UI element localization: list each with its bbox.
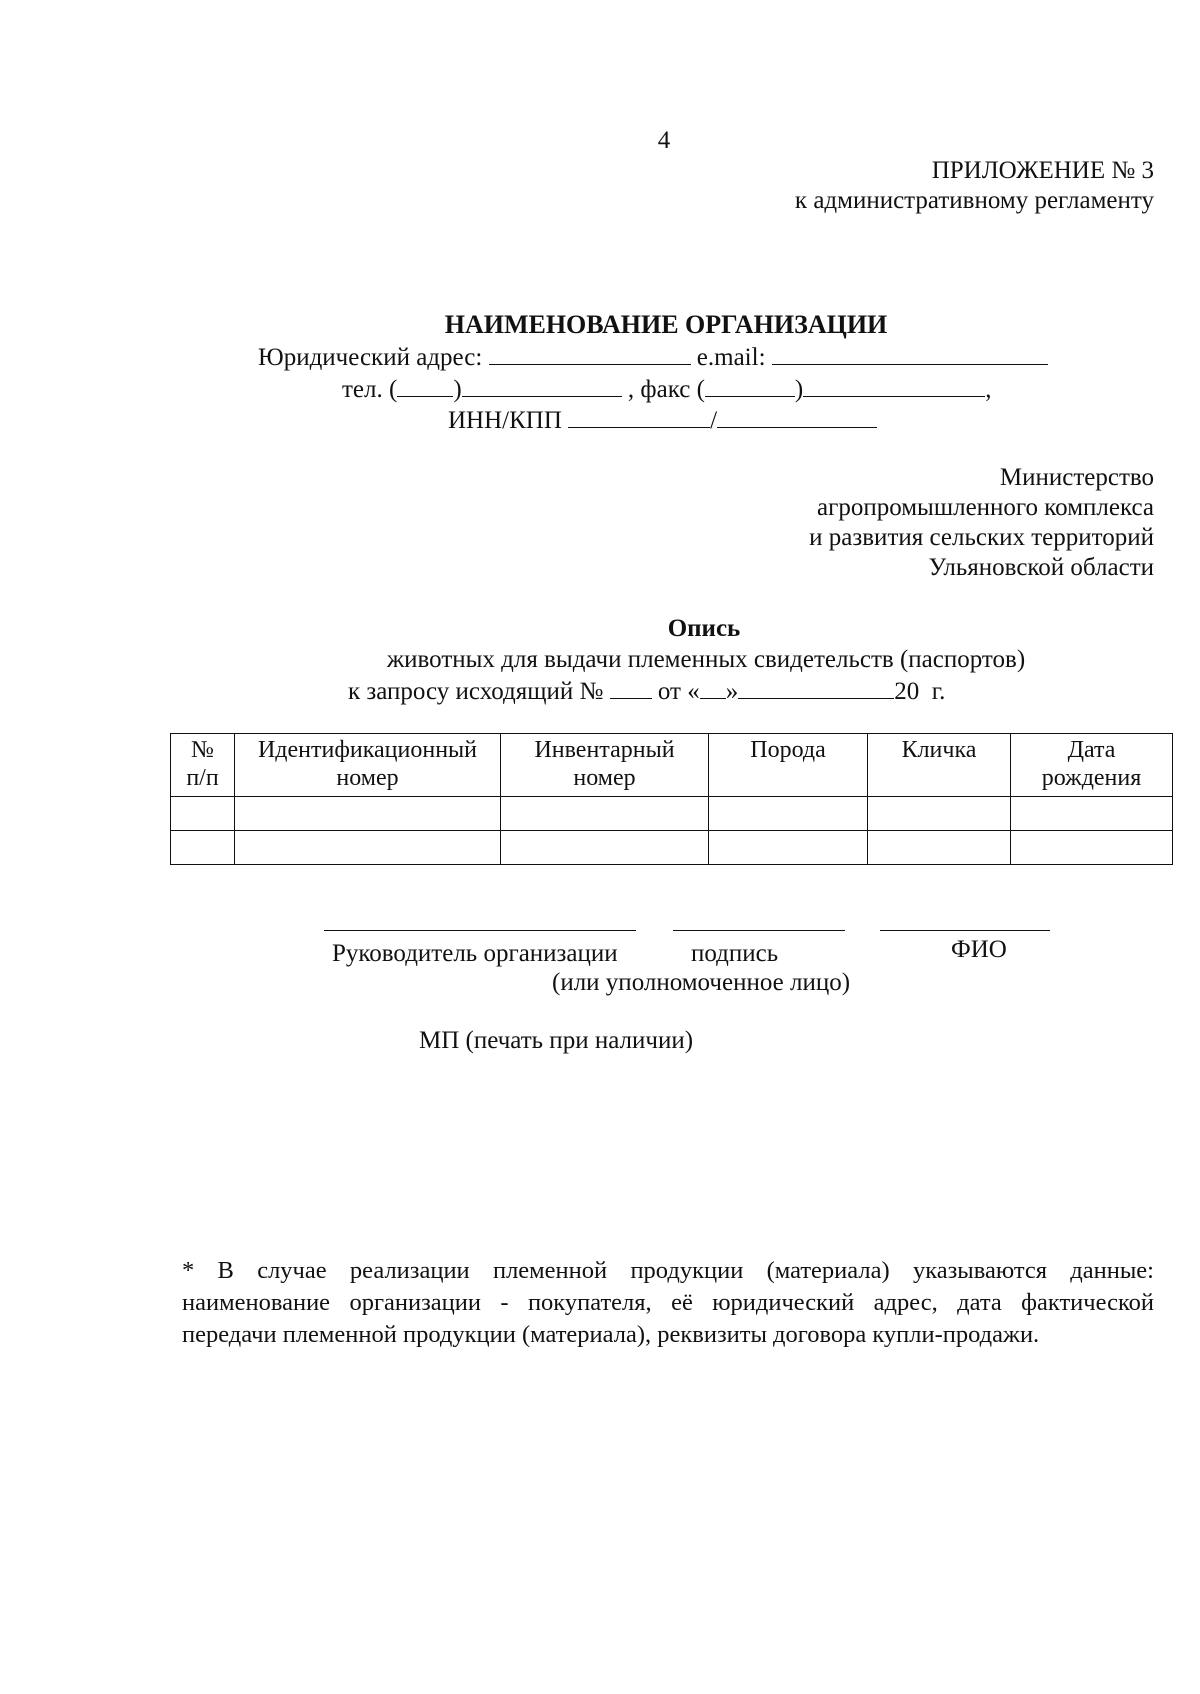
address-field[interactable] [489, 342, 691, 365]
footnote-line-3: передачи племенной продукции (материала), реквизиты договора купли-продажи. [182, 1321, 1040, 1348]
table-cell[interactable] [868, 797, 1011, 831]
table-row [171, 797, 1173, 831]
request-quote: » [725, 678, 739, 705]
org-address-row [258, 342, 1048, 373]
footnote-line-2: наименование организации - покупателя, её юридический адрес, дата фактической [182, 1289, 1154, 1316]
fax-label: , факс ( [627, 376, 705, 403]
table-cell[interactable] [1011, 797, 1173, 831]
address-label: Юридический адрес: [258, 344, 483, 371]
org-name: НАИМЕНОВАНИЕ ОРГАНИЗАЦИИ [444, 310, 888, 339]
org-inn-row: ИНН/КПП / [448, 405, 877, 436]
col-inventory-number: Инвентарный номер [501, 734, 709, 797]
request-year: 20 [894, 678, 920, 705]
appendix-subtitle: к административному регламенту [794, 187, 1154, 214]
inventory-table [170, 733, 1173, 865]
footnote-line-1: * В случае реализации племенной продукции (материала) указываются данные: [182, 1257, 1154, 1284]
table-cell[interactable] [709, 831, 868, 865]
doc-subtitle: животных для выдачи племенных свидетельств (паспортов) [386, 646, 1026, 673]
stamp-label: МП (печать при наличии) [419, 1027, 694, 1054]
doc-title: Опись [667, 615, 741, 642]
table-cell[interactable] [235, 831, 501, 865]
request-number-field[interactable] [610, 676, 652, 699]
col-name: Кличка [868, 734, 1011, 797]
table-header-row [171, 734, 1173, 797]
recipient-line-2: агропромышленного комплекса [816, 494, 1154, 521]
request-row [348, 676, 945, 707]
table-cell[interactable] [868, 831, 1011, 865]
table-row [171, 831, 1173, 865]
request-suffix: г. [931, 678, 946, 705]
inn-field[interactable] [568, 405, 710, 428]
col-id-number: Идентификационный номер [235, 734, 501, 797]
proxy-label: (или уполномоченное лицо) [552, 969, 851, 996]
head-signature-line[interactable] [324, 930, 636, 931]
kpp-field[interactable] [717, 405, 877, 428]
col-birth-date: Дата рождения [1011, 734, 1173, 797]
table-cell[interactable] [235, 797, 501, 831]
table-cell[interactable] [709, 797, 868, 831]
sign-label: подпись [691, 940, 779, 967]
email-label: e.mail: [696, 344, 766, 371]
fio-label: ФИО [951, 936, 1007, 963]
org-phone-row: тел. ( ) , факс ( ) , [342, 376, 992, 403]
footnote [182, 1255, 1154, 1351]
col-number: № п/п [171, 734, 235, 797]
page-number: 4 [657, 127, 671, 154]
request-month-field[interactable] [738, 676, 894, 699]
fio-line[interactable] [880, 930, 1050, 931]
recipient-line-3: и развития сельских территорий [809, 524, 1154, 551]
head-label: Руководитель организации [332, 940, 618, 967]
phone-label: тел. ( [342, 376, 398, 403]
recipient-line-1: Министерство [999, 464, 1154, 491]
table-cell[interactable] [501, 797, 709, 831]
inn-label: ИНН/КПП [448, 407, 562, 434]
request-prefix: к запросу исходящий № [348, 678, 604, 705]
recipient-line-4: Ульяновской области [928, 554, 1154, 581]
fax-code-field[interactable] [705, 374, 795, 397]
sign-line[interactable] [673, 930, 845, 931]
phone-code-field[interactable] [397, 374, 453, 397]
table-cell[interactable] [1011, 831, 1173, 865]
table-cell[interactable] [501, 831, 709, 865]
phone-field[interactable] [462, 374, 622, 397]
appendix-title: ПРИЛОЖЕНИЕ № 3 [931, 157, 1154, 184]
request-day-field[interactable] [700, 676, 726, 699]
table-cell[interactable] [171, 831, 235, 865]
fax-field[interactable] [803, 374, 985, 397]
col-breed: Порода [709, 734, 868, 797]
email-field[interactable] [772, 342, 1048, 365]
request-from: от « [657, 678, 700, 705]
table-cell[interactable] [171, 797, 235, 831]
